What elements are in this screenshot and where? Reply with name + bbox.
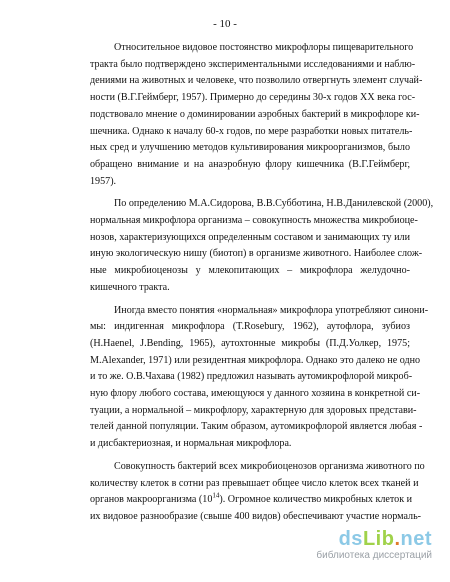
text-line: их видовое разнообразие (свыше 400 видов) обеспечивают участие нормаль-	[90, 510, 422, 522]
text-line: нормальная микрофлора организма – совокупность множества микробиоце-	[90, 215, 418, 227]
paragraph-4	[90, 459, 425, 526]
paragraph-1	[90, 40, 423, 190]
text-segment: органов макроорганизма (10	[90, 494, 213, 506]
text-line: ных сред и улучшению методов культивирования микроорганизмов, было	[90, 142, 410, 154]
paragraph-2	[90, 196, 434, 296]
text-line: дениями на животных и человеке, что позволило отвергнуть элемент случай-	[90, 75, 423, 87]
logo-net: net	[400, 528, 432, 550]
text-line: туации, а нормальной – микрофлору, характерную для здоровых представи-	[90, 404, 417, 416]
text-line-with-superscript	[90, 491, 413, 509]
text-line: Совокупность бактерий всех микробиоценозов организма животного по	[114, 460, 425, 472]
text-line: тракта было подтверждено экспериментальными исследованиями и наблю-	[90, 58, 416, 70]
text-line: обращено внимание и на анаэробную флору кишечника (В.Г.Геймберг,	[90, 158, 410, 170]
watermark-subtitle: библиотека диссертаций	[316, 550, 432, 561]
body-text	[90, 40, 434, 532]
text-line: количеству клеток в сотни раз превышает общее число клеток всех тканей и	[90, 477, 419, 489]
text-line: M.Alexander, 1971) или резидентная микрофлора. Однако это далеко не одно	[90, 354, 421, 366]
text-line: ные микробиоценозы у млекопитающих – микрофлора желудочно-	[90, 265, 410, 277]
logo-dot: .	[394, 528, 401, 550]
logo-ds: ds	[338, 528, 363, 550]
text-line: иную экологическую нишу (биотоп) в организме животного. Наиболее слож-	[90, 248, 423, 260]
text-line: По определению М.А.Сидорова, В.В.Субботина, Н.В.Данилевской (2000),	[114, 198, 434, 210]
logo-lib: Lib	[362, 528, 395, 550]
text-line: 1957).	[90, 175, 117, 187]
dslib-logo	[339, 528, 432, 550]
text-line: ную флору любого состава, имеющуюся у данного хозяина в конкретной си-	[90, 388, 421, 400]
superscript-exponent: 14	[212, 491, 220, 500]
text-line: ности (В.Г.Геймберг, 1957). Примерно до середины 30-х годов XX века гос-	[90, 92, 416, 104]
text-line: шечника. Однако к началу 60-х годов, по мере разработки новых питатель-	[90, 125, 413, 137]
text-line: кишечного тракта.	[90, 281, 170, 293]
page-number: - 10 -	[213, 18, 237, 30]
paragraph-3	[90, 303, 429, 453]
text-line: и дисбактериозная, и нормальная микрофлора.	[90, 438, 292, 450]
text-line: нозов, характеризующихся определенным составом и занимающих ту или	[90, 231, 410, 243]
text-line: и то же. О.В.Чахава (1982) предложил называть аутомикрофлорой микроб-	[90, 371, 413, 383]
dslib-watermark[interactable]	[292, 528, 432, 568]
text-line: телей данной популяции. Таким образом, аутомикрофлорой является любая -	[90, 421, 423, 433]
text-line: Относительное видовое постоянство микрофлоры пищеварительного	[114, 42, 414, 53]
text-line: подствовало мнение о доминировании аэробных бактерий в микрофлоре ки-	[90, 108, 420, 120]
text-segment: ). Огромное количество микробных клеток и	[219, 494, 413, 506]
text-line: (H.Haenel, J.Bending, 1965), аутохтонные микробы (П.Д.Уолкер, 1975;	[90, 337, 410, 349]
text-line: мы: индигенная микрофлора (T.Rosebury, 1962), аутофлора, зубиоз	[90, 321, 410, 333]
text-line: Иногда вместо понятия «нормальная» микрофлора употребляют синони-	[114, 304, 429, 316]
